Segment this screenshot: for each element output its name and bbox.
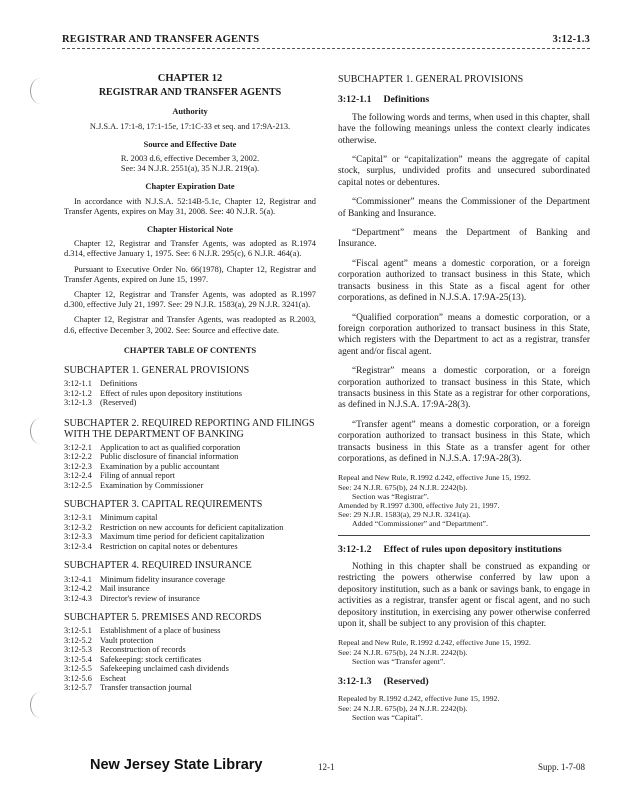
definition-paragraph: “Qualified corporation” means a domestic corporation, or a foreign corporation authorized to transact business in this State, which registers with the Department to act as a registrar, transfer agent and/or fiscal agent. (338, 312, 590, 357)
historical-note-heading: Chapter Historical Note (147, 225, 233, 235)
history-line: Repealed by R.1992 d.242, effective June 15, 1992. (338, 694, 500, 704)
toc-entry (64, 379, 316, 389)
toc-entry-number: 3:12-2.1 (64, 442, 92, 452)
toc-entry (64, 636, 316, 646)
toc-entry (64, 462, 316, 472)
toc-entry-title: Filing of annual report (100, 471, 175, 481)
toc-entry-title: Safekeeping: stock certificates (100, 654, 202, 664)
section-number: 3:12-1.3 (338, 676, 372, 688)
history-line: Amended by R.1997 d.300, effective July 21, 1997. (338, 500, 500, 510)
toc-heading: CHAPTER TABLE OF CONTENTS (123, 345, 257, 355)
historical-note-text: Chapter 12, Registrar and Transfer Agents, was readopted as R.2003, d.6, effective December 3, 2002. See: Source and effective date. (64, 315, 316, 335)
toc-entry-title: Restriction on capital notes or debentures (100, 541, 238, 551)
history-line: Added “Commissioner” and “Department”. (352, 519, 488, 529)
history-line: See: 24 N.J.R. 675(b), 24 N.J.R. 2242(b). (338, 482, 468, 492)
authority-text: N.J.S.A. 17:1-8, 17:1-15e, 17:1C-33 et seq. and 17:9A-213. (89, 121, 291, 131)
toc-entry (64, 594, 316, 604)
toc-entry (64, 398, 316, 408)
toc-subchapter-heading: SUBCHAPTER 1. GENERAL PROVISIONS (64, 365, 250, 377)
toc-entry-number: 3:12-2.4 (64, 471, 92, 481)
toc-entry (64, 443, 316, 453)
toc-entry-number: 3:12-4.3 (64, 593, 92, 603)
authority-heading: Authority (172, 107, 208, 117)
historical-note-text: Chapter 12, Registrar and Transfer Agents, was adopted as R.1974 d.314, effective January 1, 1975. See: 6 N.J.R. 295(c), 6 N.J.R. 464(a). (64, 239, 316, 259)
toc-entry-title: Definitions (100, 379, 138, 389)
toc-entry-title: Public disclosure of financial information (100, 452, 239, 462)
expiration-text: In accordance with N.J.S.A. 52:14B-5.1c, Chapter 12, Registrar and Transfer Agents, expires on May 31, 2008. See: 40 N.J.R. 5(a). (64, 196, 316, 216)
toc-entry-number: 3:12-3.1 (64, 513, 92, 523)
history-line: Section was “Transfer agent”. (352, 656, 446, 666)
section-heading (338, 676, 590, 687)
toc-entry (64, 389, 316, 399)
toc-entry-title: Mail insurance (100, 584, 150, 594)
toc-entry-title: Examination by Commissioner (100, 480, 204, 490)
toc-entry-title: Application to act as qualified corporation (100, 442, 241, 452)
toc-entry (64, 532, 316, 542)
chapter-title: REGISTRAR AND TRANSFER AGENTS (98, 87, 282, 99)
toc-entry-title: Vault protection (100, 635, 154, 645)
toc-entry (64, 584, 316, 594)
toc-entry (64, 542, 316, 552)
page-number: 12-1 (318, 762, 335, 772)
toc-entry-number: 3:12-1.3 (64, 398, 92, 408)
toc-entry-title: Examination by a public accountant (100, 461, 220, 471)
definition-paragraph: “Commissioner” means the Commissioner of the Department of Banking and Insurance. (338, 197, 590, 219)
supplement-date: Supp. 1-7-08 (538, 762, 585, 772)
toc-entry-title: Restriction on new accounts for deficient capitalization (100, 522, 284, 532)
section-heading (338, 544, 590, 555)
history-line: Repeal and New Rule, R.1992 d.242, effective June 15, 1992. (338, 473, 531, 483)
toc-entry (64, 674, 316, 684)
toc-entry-title: Effect of rules upon depository institutions (100, 388, 243, 398)
toc-entry (64, 523, 316, 533)
definition-paragraph: “Fiscal agent” means a domestic corporation, or a foreign corporation authorized to transact business in this State, which transacts business in this State as a fiscal agent for other corporations, as defined in N.J.S.A. 17:9A-25(13). (338, 258, 590, 304)
toc-entry-number: 3:12-5.7 (64, 683, 92, 693)
punch-hole-mark (30, 78, 51, 104)
toc-entry-title: Minimum capital (100, 513, 158, 523)
definitions-body (338, 113, 590, 466)
subchapter-heading: SUBCHAPTER 1. GENERAL PROVISIONS (338, 74, 524, 85)
toc-entry (64, 452, 316, 462)
section-title: (Reserved) (383, 676, 429, 688)
history-line: See: 29 N.J.R. 1583(a), 29 N.J.R. 3241(a). (338, 510, 471, 520)
toc-entry (64, 626, 316, 636)
source-text: R. 2003 d.6, effective December 3, 2002. (120, 154, 260, 164)
toc-subchapter-heading: SUBCHAPTER 4. REQUIRED INSURANCE (64, 560, 252, 572)
toc-entry (64, 481, 316, 491)
definition-paragraph: “Transfer agent” means a domestic corporation, or a foreign corporation authorized to transact business in this State, which transacts business in this State as a transfer agent for other corporations, as defined in N.J.S.A. 17:9A-28(3). (338, 419, 590, 464)
toc-entry-title: Safekeeping unclaimed cash dividends (100, 664, 229, 674)
toc-entry-title: Director's review of insurance (100, 593, 200, 603)
history-line: See: 24 N.J.R. 675(b), 24 N.J.R. 2242(b). (338, 647, 468, 657)
section-paragraph: Nothing in this chapter shall be construed as expanding or restricting the powers otherwise conferred by law upon a depository institution, such as a bank or savings bank, to engage in activities as a registrar, transfer agent or fiscal agent, and no such depository institution, in exercising any power otherwise conferred upon it, shall be subject to any provision of this chapter. (338, 562, 590, 630)
toc-entry-title: Maximum time period for deficient capitalization (100, 532, 265, 542)
right-column (338, 72, 590, 727)
toc-entry-number: 3:12-3.2 (64, 522, 92, 532)
historical-note-text: Chapter 12, Registrar and Transfer Agents, was adopted as R.1997 d.300, effective July 21, 1997. See: 29 N.J.R. 1583(a), 29 N.J.R. 3241(a). (64, 290, 316, 310)
header-title: REGISTRAR AND TRANSFER AGENTS (62, 34, 260, 45)
toc-entry-title: Reconstruction of records (100, 645, 186, 655)
toc-entry (64, 575, 316, 585)
toc-entry (64, 664, 316, 674)
section-number: 3:12-1.1 (338, 94, 372, 106)
source-text: See: 34 N.J.R. 2551(a), 35 N.J.R. 219(a). (120, 164, 260, 174)
history-line: See: 24 N.J.R. 675(b), 24 N.J.R. 2242(b). (338, 703, 468, 713)
toc-subchapter-heading: SUBCHAPTER 2. REQUIRED REPORTING AND FILINGS WITH THE DEPARTMENT OF BANKING (64, 417, 315, 440)
toc-entry-number: 3:12-5.1 (64, 626, 92, 636)
toc-entry-number: 3:12-5.2 (64, 635, 92, 645)
section-history (338, 638, 590, 666)
toc-entry-number: 3:12-5.5 (64, 664, 92, 674)
section-history (338, 473, 590, 528)
toc-subchapter-heading: SUBCHAPTER 5. PREMISES AND RECORDS (64, 612, 262, 624)
history-line: Repeal and New Rule, R.1992 d.242, effective June 15, 1992. (338, 638, 531, 648)
toc-entry-number: 3:12-4.1 (64, 574, 92, 584)
toc-entry-title: Minimum fidelity insurance coverage (100, 574, 226, 584)
toc-entry-number: 3:12-1.1 (64, 379, 92, 389)
definition-paragraph: “Capital” or “capitalization” means the aggregate of capital stock, surplus, undivided profits and unsecured subordinated capital notes or debentures. (338, 155, 590, 188)
toc-entry-number: 3:12-3.4 (64, 541, 92, 551)
section-number: 3:12-1.2 (338, 543, 372, 555)
library-footer: New Jersey State Library (90, 757, 263, 773)
toc-entry-number: 3:12-2.3 (64, 461, 92, 471)
toc-entry-number: 3:12-5.6 (64, 673, 92, 683)
toc-entry-number: 3:12-1.2 (64, 388, 92, 398)
section-title: Definitions (383, 94, 430, 106)
definition-paragraph: The following words and terms, when used in this chapter, shall have the following meanings unless the context clearly indicates otherwise. (338, 112, 590, 146)
history-line: Section was “Registrar”. (352, 491, 429, 501)
punch-hole-mark (30, 692, 51, 718)
toc-entry (64, 683, 316, 693)
left-column (64, 72, 316, 693)
toc-entry (64, 471, 316, 481)
section-title: Effect of rules upon depository institutions (383, 543, 562, 555)
toc-entry-number: 3:12-3.3 (64, 532, 92, 542)
toc-entry-title: Transfer transaction journal (100, 683, 192, 693)
definition-paragraph: “Department” means the Department of Banking and Insurance. (338, 228, 590, 250)
header-section: 3:12-1.3 (552, 34, 590, 45)
section-history (338, 694, 590, 722)
source-heading: Source and Effective Date (143, 139, 237, 149)
expiration-heading: Chapter Expiration Date (145, 182, 235, 192)
toc-entry-number: 3:12-2.2 (64, 452, 92, 462)
historical-note-text: Pursuant to Executive Order No. 66(1978), Chapter 12, Registrar and Transfer Agents, expired on June 15, 1997. (64, 264, 316, 284)
divider (338, 535, 590, 536)
toc-entry-title: Escheat (100, 673, 126, 683)
toc-entry-title: (Reserved) (100, 398, 137, 408)
toc-entry-title: Establishment of a place of business (100, 626, 221, 636)
toc-entry (64, 645, 316, 655)
chapter-number: CHAPTER 12 (157, 73, 223, 84)
toc-entry-number: 3:12-5.4 (64, 654, 92, 664)
definition-paragraph: “Registrar” means a domestic corporation, or a foreign corporation authorized to transact business in this State, which transacts business in this State as a registrar for other corporations, as defined in N.J.S.A. 17:9A-28(3). (338, 366, 590, 411)
running-header (62, 34, 590, 49)
punch-hole-mark (30, 418, 51, 444)
history-line: Section was “Capital”. (352, 712, 423, 722)
table-of-contents (64, 366, 316, 693)
toc-entry (64, 513, 316, 523)
toc-entry (64, 655, 316, 665)
section-heading (338, 94, 590, 105)
toc-entry-number: 3:12-2.5 (64, 480, 92, 490)
toc-entry-number: 3:12-5.3 (64, 645, 92, 655)
toc-subchapter-heading: SUBCHAPTER 3. CAPITAL REQUIREMENTS (64, 499, 263, 511)
toc-entry-number: 3:12-4.2 (64, 584, 92, 594)
